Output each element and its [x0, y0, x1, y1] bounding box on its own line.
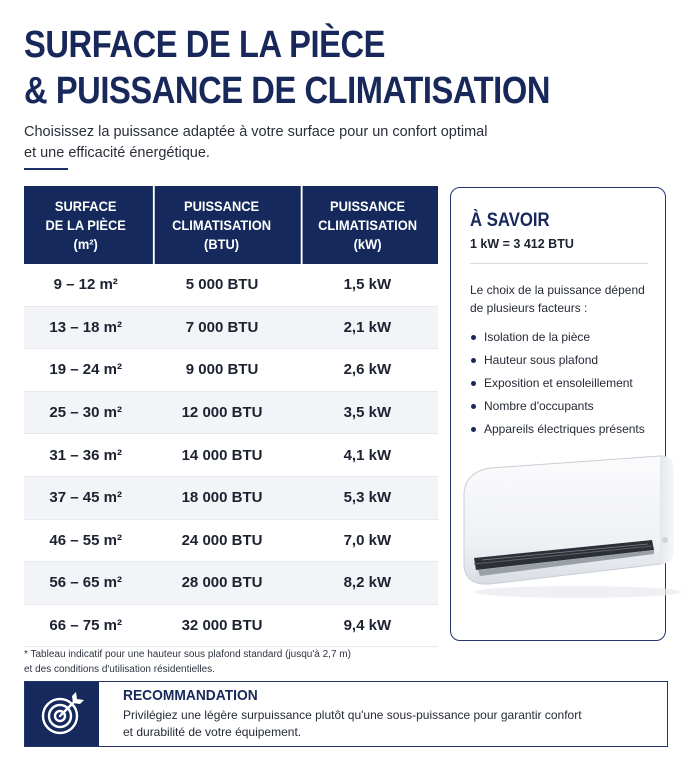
- air-conditioner-icon: [460, 452, 682, 602]
- table-row: [24, 434, 438, 477]
- factors-list: [470, 326, 645, 441]
- cell-kw: 8,2 kW: [343, 574, 392, 592]
- recommendation-body: [99, 682, 582, 746]
- header-kw-line: CLIMATISATION: [317, 216, 417, 233]
- header-btu-unit: (BTU): [204, 235, 240, 252]
- factor-item: Exposition et ensoleillement: [470, 372, 645, 395]
- target-arrow-icon: [38, 690, 86, 738]
- title-underline: [24, 168, 68, 170]
- header-btu-line: PUISSANCE: [184, 197, 260, 214]
- table-row: [24, 349, 438, 392]
- cell-surface: 46 – 55 m²: [49, 531, 122, 549]
- cell-kw: 1,5 kW: [343, 276, 392, 294]
- header-surface-unit: (m²): [73, 235, 98, 252]
- recommendation-icon-panel: [25, 682, 99, 746]
- table-row: [24, 520, 438, 563]
- cell-kw: 5,3 kW: [343, 489, 392, 507]
- cell-btu: 24 000 BTU: [181, 531, 263, 549]
- cell-btu: 14 000 BTU: [181, 446, 263, 464]
- cell-btu: 9 000 BTU: [185, 361, 259, 379]
- recommendation-line-1: Privilégiez une légère surpuissance plutôt qu'une sous-puissance pour garantir confort: [123, 708, 582, 722]
- savoir-intro: [470, 281, 660, 317]
- factor-item: Appareils électriques présents: [470, 418, 645, 441]
- subtitle-line-2: et une efficacité énergétique.: [24, 145, 210, 161]
- table-row: [24, 605, 438, 648]
- table-row: [24, 307, 438, 350]
- footnote-line-2: et des conditions d'utilisation résidentielles.: [24, 664, 215, 675]
- cell-surface: 19 – 24 m²: [49, 361, 122, 379]
- cell-btu: 28 000 BTU: [181, 574, 263, 592]
- recommendation-line-2: et durabilité de votre équipement.: [123, 725, 302, 739]
- footnote-line-1: * Tableau indicatif pour une hauteur sous plafond standard (jusqu'à 2,7 m): [24, 649, 351, 660]
- conversion-note: 1 kW = 3 412 BTU: [470, 237, 574, 251]
- savoir-divider: [470, 263, 648, 264]
- cell-surface: 9 – 12 m²: [53, 276, 118, 294]
- page-title: [24, 22, 550, 114]
- header-surface-line: DE LA PIÈCE: [45, 216, 126, 233]
- cell-surface: 37 – 45 m²: [49, 489, 122, 507]
- factor-item: Nombre d'occupants: [470, 395, 645, 418]
- header-surface-line: SURFACE: [54, 197, 117, 214]
- cell-surface: 13 – 18 m²: [49, 318, 122, 336]
- table-row: [24, 264, 438, 307]
- cell-btu: 7 000 BTU: [185, 318, 259, 336]
- table-footnote: [24, 647, 351, 677]
- cell-surface: 31 – 36 m²: [49, 446, 122, 464]
- table-row: [24, 477, 438, 520]
- power-table: [24, 186, 438, 647]
- cell-kw: 4,1 kW: [343, 446, 392, 464]
- factor-item: Hauteur sous plafond: [470, 349, 645, 372]
- title-line-1: SURFACE DE LA PIÈCE: [24, 24, 386, 66]
- table-header: [24, 186, 438, 264]
- cell-surface: 56 – 65 m²: [49, 574, 122, 592]
- table-body: [24, 264, 438, 647]
- title-line-2: & PUISSANCE DE CLIMATISATION: [24, 70, 550, 112]
- recommendation-title: RECOMMANDATION: [123, 687, 258, 704]
- page-subtitle: [24, 122, 494, 164]
- cell-kw: 3,5 kW: [343, 404, 392, 422]
- cell-btu: 18 000 BTU: [181, 489, 263, 507]
- savoir-title: À SAVOIR: [470, 210, 550, 231]
- table-row: [24, 392, 438, 435]
- header-kw-unit: (kW): [353, 235, 382, 252]
- header-btu: [153, 186, 289, 264]
- savoir-intro-line-1: Le choix de la puissance dépend: [470, 283, 645, 297]
- cell-kw: 9,4 kW: [343, 617, 392, 635]
- header-btu-line: CLIMATISATION: [172, 216, 272, 233]
- header-kw-line: PUISSANCE: [329, 197, 405, 214]
- recommendation-text: [123, 707, 582, 741]
- savoir-intro-line-2: de plusieurs facteurs :: [470, 301, 588, 315]
- recommendation-box: [24, 681, 668, 747]
- header-kw: [300, 186, 432, 264]
- cell-surface: 66 – 75 m²: [49, 617, 122, 635]
- cell-kw: 7,0 kW: [343, 531, 392, 549]
- cell-surface: 25 – 30 m²: [49, 404, 122, 422]
- cell-btu: 12 000 BTU: [181, 404, 263, 422]
- subtitle-line-1: Choisissez la puissance adaptée à votre surface pour un confort optimal: [24, 124, 488, 140]
- cell-kw: 2,6 kW: [343, 361, 392, 379]
- factor-item: Isolation de la pièce: [470, 326, 645, 349]
- cell-btu: 32 000 BTU: [181, 617, 263, 635]
- cell-btu: 5 000 BTU: [185, 276, 259, 294]
- header-surface: [29, 186, 143, 264]
- cell-kw: 2,1 kW: [343, 318, 392, 336]
- table-row: [24, 562, 438, 605]
